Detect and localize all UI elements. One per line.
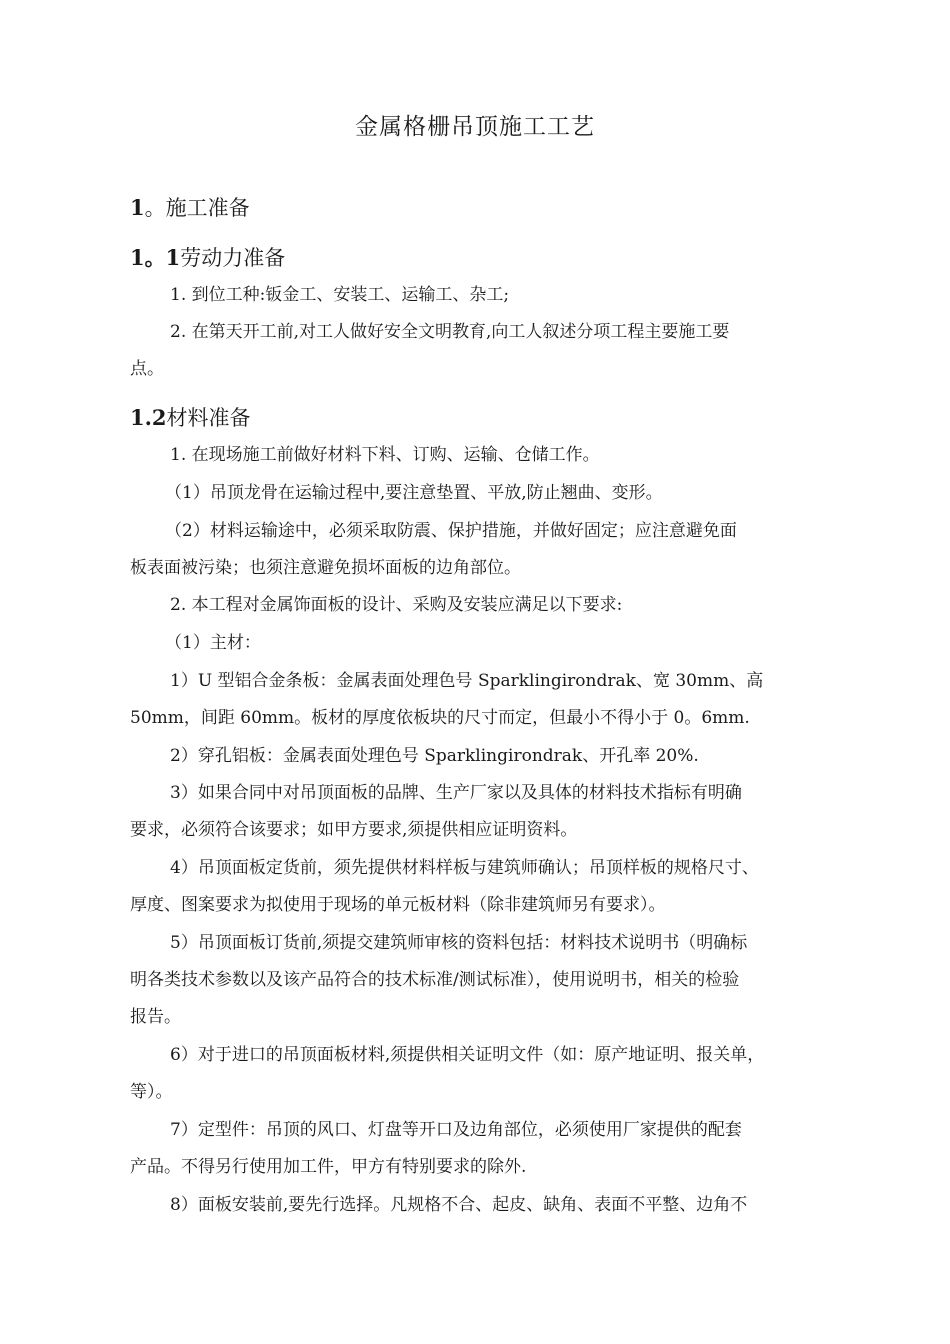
- list-item: 8）面板安装前,要先行选择。凡规格不合、起皮、缺角、表面不平整、边角不: [170, 1195, 748, 1215]
- list-item: 1）U 型铝合金条板：金属表面处理色号 Sparklingirondrak、宽 30mm、高: [170, 671, 764, 691]
- paragraph: 1. 到位工种:钣金工、安装工、运输工、杂工;: [170, 285, 510, 305]
- paragraph-continuation: 点。: [130, 359, 164, 379]
- list-item-continuation: 50mm，间距 60mm。板材的厚度依板块的尺寸而定，但最小不得小于 0。6mm.: [130, 708, 750, 728]
- section-heading-1: [130, 192, 250, 222]
- paragraph: （1）主材：: [165, 633, 261, 653]
- list-item: 4）吊顶面板定货前，须先提供材料样板与建筑师确认；吊顶样板的规格尺寸、: [170, 858, 759, 878]
- list-item: 6）对于进口的吊顶面板材料,须提供相关证明文件（如：原产地证明、报关单，: [170, 1045, 765, 1065]
- document-title: 金属格栅吊顶施工工艺: [355, 114, 595, 140]
- list-item: 7）定型件：吊顶的风口、灯盘等开口及边角部位，必须使用厂家提供的配套: [170, 1120, 742, 1140]
- list-item-continuation: 明各类技术参数以及该产品符合的技术标准/测试标准），使用说明书，相关的检验: [130, 970, 740, 990]
- list-item-continuation: 报告。: [130, 1007, 181, 1027]
- section-number: 1: [130, 195, 145, 220]
- paragraph-continuation: 板表面被污染；也须注意避免损坏面板的边角部位。: [130, 558, 521, 578]
- section-heading-1-1: [130, 242, 285, 272]
- section-heading-1-2: [130, 402, 251, 432]
- paragraph: 1. 在现场施工前做好材料下料、订购、运输、仓储工作。: [170, 445, 600, 465]
- list-item: 2）穿孔铝板：金属表面处理色号 Sparklingirondrak、开孔率 20%.: [170, 746, 699, 766]
- list-item-continuation: 产品。不得另行使用加工件，甲方有特别要求的除外.: [130, 1157, 527, 1177]
- list-item-continuation: 要求，必须符合该要求；如甲方要求,须提供相应证明资料。: [130, 820, 578, 840]
- paragraph: 2. 在第天开工前,对工人做好安全文明教育,向工人叙述分项工程主要施工要: [170, 322, 730, 342]
- section-number: 1。1: [130, 245, 181, 270]
- paragraph: （2）材料运输途中，必须采取防震、保护措施，并做好固定；应注意避免面: [165, 521, 737, 541]
- list-item: 3）如果合同中对吊顶面板的品牌、生产厂家以及具体的材料技术指标有明确: [170, 783, 742, 803]
- section-number: 1.2: [130, 405, 167, 430]
- list-item-continuation: 等）。: [130, 1082, 173, 1102]
- section-label: 。施工准备: [144, 196, 250, 220]
- paragraph: 2. 本工程对金属饰面板的设计、采购及安装应满足以下要求:: [170, 595, 623, 615]
- list-item: 5）吊顶面板订货前,须提交建筑师审核的资料包括：材料技术说明书（明确标: [170, 933, 748, 953]
- section-label: 材料准备: [166, 406, 251, 430]
- section-label: 劳动力准备: [180, 246, 286, 270]
- paragraph: （1）吊顶龙骨在运输过程中,要注意垫置、平放,防止翘曲、变形。: [165, 483, 663, 503]
- list-item-continuation: 厚度、图案要求为拟使用于现场的单元板材料（除非建筑师另有要求）。: [130, 895, 666, 915]
